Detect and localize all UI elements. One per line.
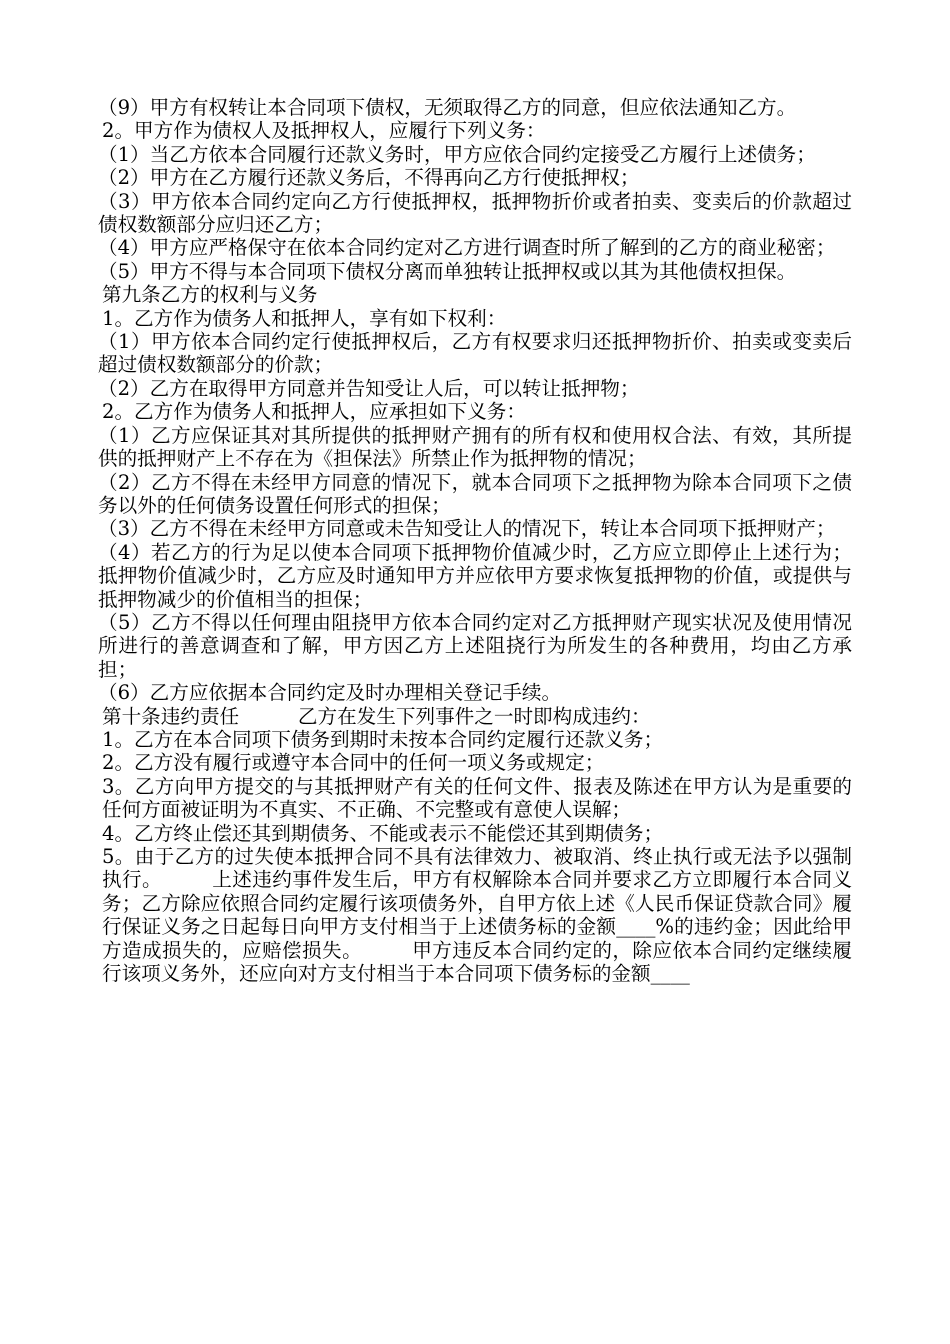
- paragraph: （4）甲方应严格保守在依本合同约定对乙方进行调查时所了解到的乙方的商业秘密；: [98, 236, 836, 260]
- paragraph: 4。乙方终止偿还其到期债务、不能或表示不能偿还其到期债务；: [102, 821, 664, 845]
- paragraph: （2）甲方在乙方履行还款义务后，不得再向乙方行使抵押权；: [98, 166, 640, 190]
- paragraph: （4）若乙方的行为足以使本合同项下抵押物价值减少时，乙方应立即停止上述行为；抵押物价值减少时，乙方应及时通知甲方并应依甲方要求恢复抵押物的价值，或提供与抵押物减少的价值相当的担保；: [98, 540, 852, 611]
- paragraph: （5）乙方不得以任何理由阻挠甲方依本合同约定对乙方抵押财产现实状况及使用情况所进行的善意调查和了解，甲方因乙方上述阻挠行为所发生的各种费用，均由乙方承担；: [98, 610, 852, 681]
- paragraph: 1。乙方在本合同项下债务到期时未按本合同约定履行还款义务；: [102, 727, 664, 751]
- paragraph: （1）当乙方依本合同履行还款义务时，甲方应依合同约定接受乙方履行上述债务；: [98, 142, 816, 166]
- paragraph: （2）乙方不得在未经甲方同意的情况下，就本合同项下之抵押物为除本合同项下之债务以外的任何债务设置任何形式的担保；: [98, 470, 852, 517]
- paragraph: 2。乙方没有履行或遵守本合同中的任何一项义务或规定；: [102, 751, 605, 775]
- paragraph: 1。乙方作为债务人和抵押人，享有如下权利：: [102, 306, 507, 330]
- paragraph: 2。乙方作为债务人和抵押人，应承担如下义务：: [102, 400, 526, 424]
- section-heading: 第九条乙方的权利与义务: [102, 283, 318, 307]
- document-page: [98, 96, 852, 986]
- paragraph: 3。乙方向甲方提交的与其抵押财产有关的任何文件、报表及陈述在甲方认为是重要的任何方面被证明为不真实、不正确、不完整或有意使人误解；: [102, 774, 852, 822]
- paragraph: 5。由于乙方的过失使本抵押合同不具有法律效力、被取消、终止执行或无法予以强制执行。 上述违约事件发生后，甲方有权解除本合同并要求乙方立即履行本合同义务；乙方除应依照合同约定履行该项债务外，自甲方依上述《人民币保证贷款合同》履行保证义务之日起每日向甲方支付相当于上述债务标的金额____%的违约金；因此给甲方造成损失的，应赔偿损失。 甲方违反本合同约定的，除应依本合同约定继续履行该项义务外，还应向对方支付相当于本合同项下债务标的金额____: [102, 845, 852, 986]
- paragraph: （3）乙方不得在未经甲方同意或未告知受让人的情况下，转让本合同项下抵押财产；: [98, 517, 836, 541]
- paragraph: （6）乙方应依据本合同约定及时办理相关登记手续。: [98, 681, 562, 705]
- paragraph: （1）乙方应保证其对其所提供的抵押财产拥有的所有权和使用权合法、有效，其所提供的抵押财产上不存在为《担保法》所禁止作为抵押物的情况；: [98, 423, 852, 471]
- paragraph: （3）甲方依本合同约定向乙方行使抵押权，抵押物折价或者拍卖、变卖后的价款超过债权数额部分应归还乙方；: [98, 189, 852, 237]
- section-heading: 第十条违约责任 乙方在发生下列事件之一时即构成违约：: [102, 704, 651, 728]
- paragraph: （9）甲方有权转让本合同项下债权，无须取得乙方的同意，但应依法通知乙方。: [98, 96, 797, 119]
- paragraph: （2）乙方在取得甲方同意并告知受让人后，可以转让抵押物；: [98, 376, 640, 400]
- paragraph: （1）甲方依本合同约定行使抵押权后，乙方有权要求归还抵押物折价、拍卖或变卖后超过债权数额部分的价款；: [98, 330, 852, 377]
- paragraph: 2。甲方作为债权人及抵押权人，应履行下列义务：: [102, 119, 546, 143]
- paragraph: （5）甲方不得与本合同项下债权分离而单独转让抵押权或以其为其他债权担保。: [98, 259, 797, 283]
